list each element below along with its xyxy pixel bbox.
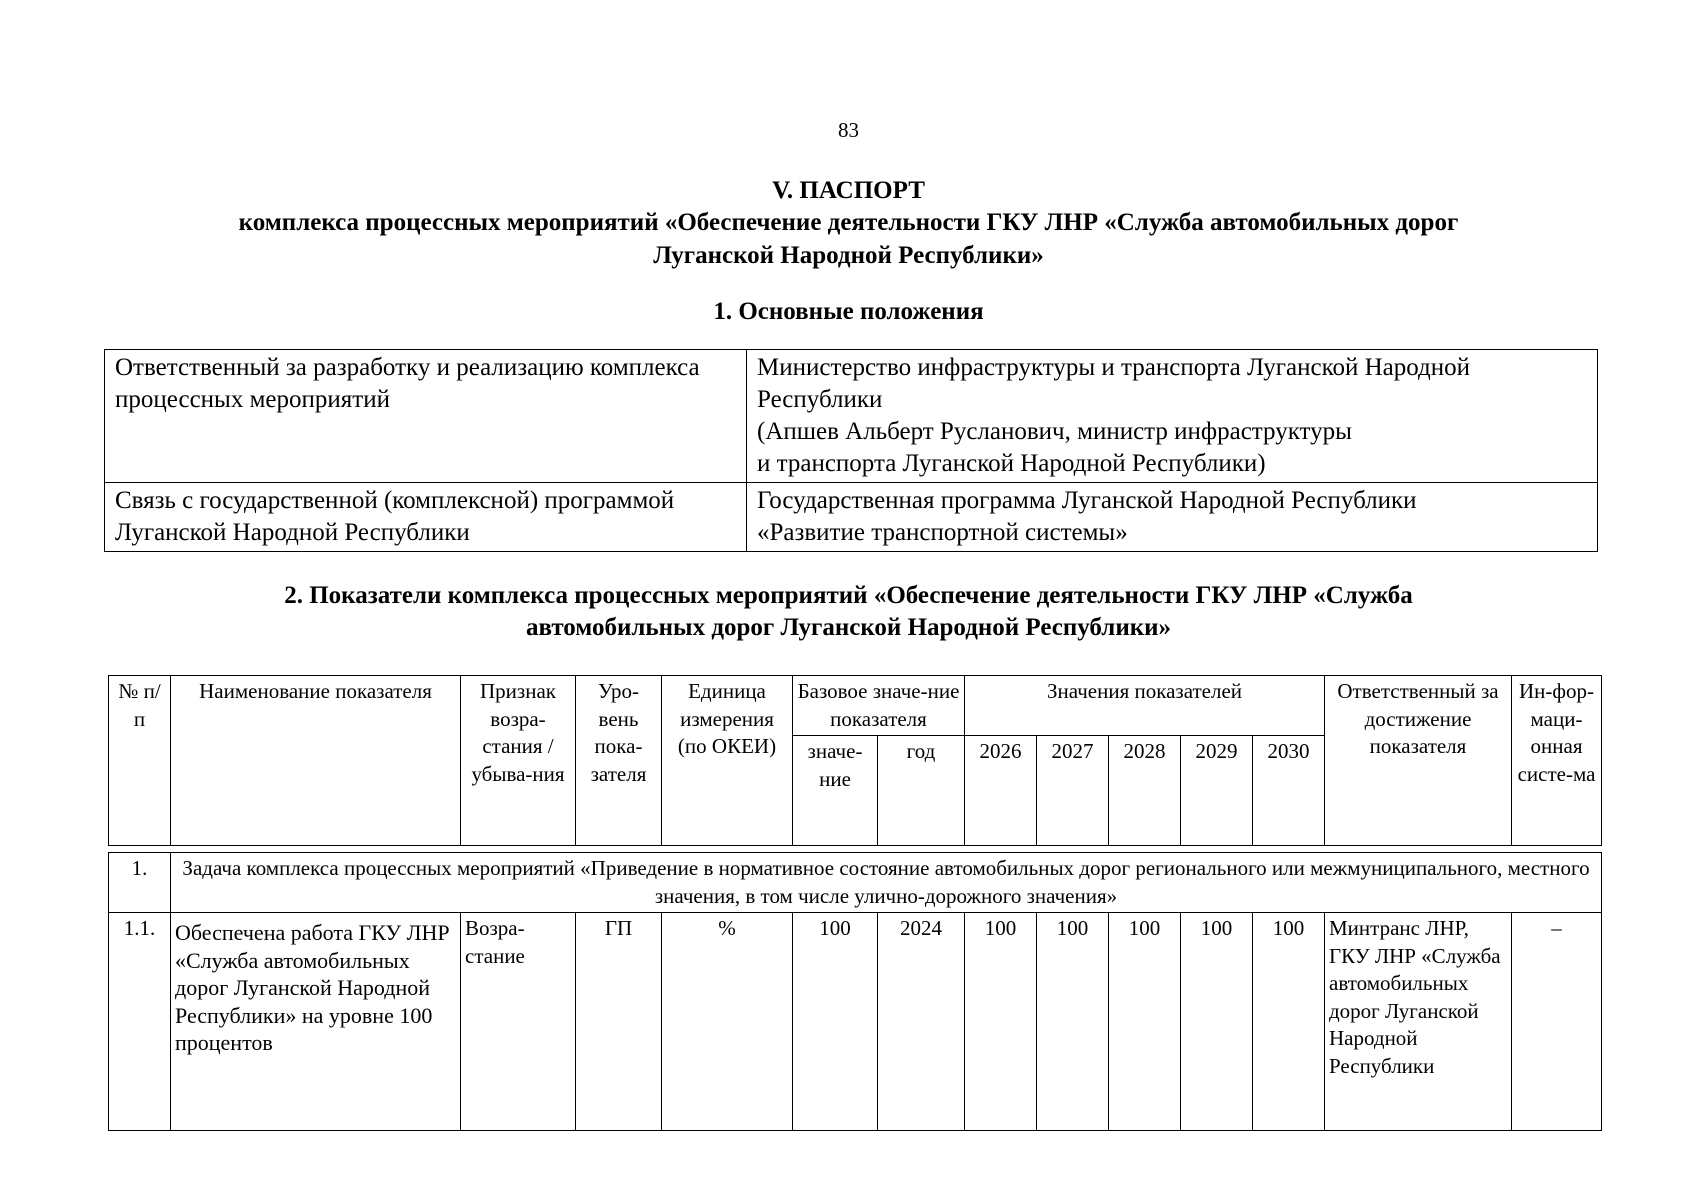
main-provisions-table	[104, 349, 1598, 552]
col-year-2030-header: 2030	[1253, 736, 1325, 846]
responsible-value-line3: и транспорта Луганской Народной Республики)	[757, 450, 1266, 477]
col-sign-header: Признак возра-стания / убыва-ния	[461, 676, 576, 846]
indicator-base-year: 2024	[878, 913, 965, 1131]
indicator-base-value: 100	[793, 913, 878, 1131]
indicator-unit: %	[662, 913, 793, 1131]
indicators-table	[108, 675, 1602, 1131]
responsible-value	[747, 350, 1598, 483]
col-base-header: Базовое значе-ние показателя	[793, 676, 965, 736]
program-link-value-line2: «Развитие транспортной системы»	[757, 519, 1128, 546]
task-row	[109, 853, 1602, 913]
col-num-header: № п/п	[109, 676, 171, 846]
table-row	[105, 483, 1598, 552]
col-year-2029-header: 2029	[1181, 736, 1253, 846]
col-unit-header: Единица измерения (по ОКЕИ)	[662, 676, 793, 846]
table-row	[109, 913, 1602, 1131]
passport-subtitle-line2: Луганской Народной Республики»	[653, 242, 1044, 269]
col-base-year-header: год	[878, 736, 965, 846]
header-row	[109, 676, 1602, 736]
indicator-sign: Возра-стание	[461, 913, 576, 1131]
section2-heading-line2: автомобильных дорог Луганской Народной Республики»	[525, 614, 1172, 641]
col-level-header: Уро-вень пока-зателя	[576, 676, 662, 846]
section2-heading-line1: 2. Показатели комплекса процессных мероприятий «Обеспечение деятельности ГКУ ЛНР «Служба	[284, 582, 1413, 609]
indicator-value-2027: 100	[1037, 913, 1109, 1131]
indicator-value-2028: 100	[1109, 913, 1181, 1131]
col-year-2028-header: 2028	[1109, 736, 1181, 846]
col-responsible-header: Ответственный за достижение показателя	[1325, 676, 1512, 846]
responsible-label: Ответственный за разработку и реализацию комплекса процессных мероприятий	[105, 350, 747, 483]
indicator-value-2029: 100	[1181, 913, 1253, 1131]
passport-subtitle-line1: комплекса процессных мероприятий «Обеспечение деятельности ГКУ ЛНР «Служба автомобильных дорог	[238, 209, 1459, 236]
col-year-2026-header: 2026	[965, 736, 1037, 846]
col-year-2027-header: 2027	[1037, 736, 1109, 846]
program-link-value-line1: Государственная программа Луганской Народной Республики	[757, 487, 1417, 514]
indicator-level: ГП	[576, 913, 662, 1131]
passport-title: V. ПАСПОРТ	[772, 177, 925, 204]
indicator-value-2030: 100	[1253, 913, 1325, 1131]
col-info-system-header: Ин-фор-маци-онная систе-ма	[1512, 676, 1602, 846]
responsible-value-line2: (Апшев Альберт Русланович, министр инфраструктуры	[757, 418, 1352, 445]
indicator-responsible: Минтранс ЛНР, ГКУ ЛНР «Служба автомобильных дорог Луганской Народной Республики	[1325, 913, 1512, 1131]
program-link-value	[747, 483, 1598, 552]
program-link-label: Связь с государственной (комплексной) программой Луганской Народной Республики	[105, 483, 747, 552]
indicator-info-system: –	[1512, 913, 1602, 1131]
indicator-name: Обеспечена работа ГКУ ЛНР «Служба автомобильных дорог Луганской Народной Республики» на уровне 100 процентов	[171, 913, 461, 1131]
col-values-header: Значения показателей	[965, 676, 1325, 736]
indicator-value-2026: 100	[965, 913, 1037, 1131]
task-text: Задача комплекса процессных мероприятий «Приведение в нормативное состояние автомобильных дорог регионального или межмуниципального, местного значения, в том числе улично-дорожного значения»	[171, 853, 1602, 913]
section1-heading: 1. Основные положения	[713, 298, 984, 325]
row-num: 1.1.	[109, 913, 171, 1131]
table-row	[105, 350, 1598, 483]
col-base-value-header: значе-ние	[793, 736, 878, 846]
responsible-value-line1: Министерство инфраструктуры и транспорта Луганской Народной Республики	[757, 354, 1471, 413]
page-number: 83	[838, 118, 859, 142]
task-num: 1.	[109, 853, 171, 913]
col-name-header: Наименование показателя	[171, 676, 461, 846]
